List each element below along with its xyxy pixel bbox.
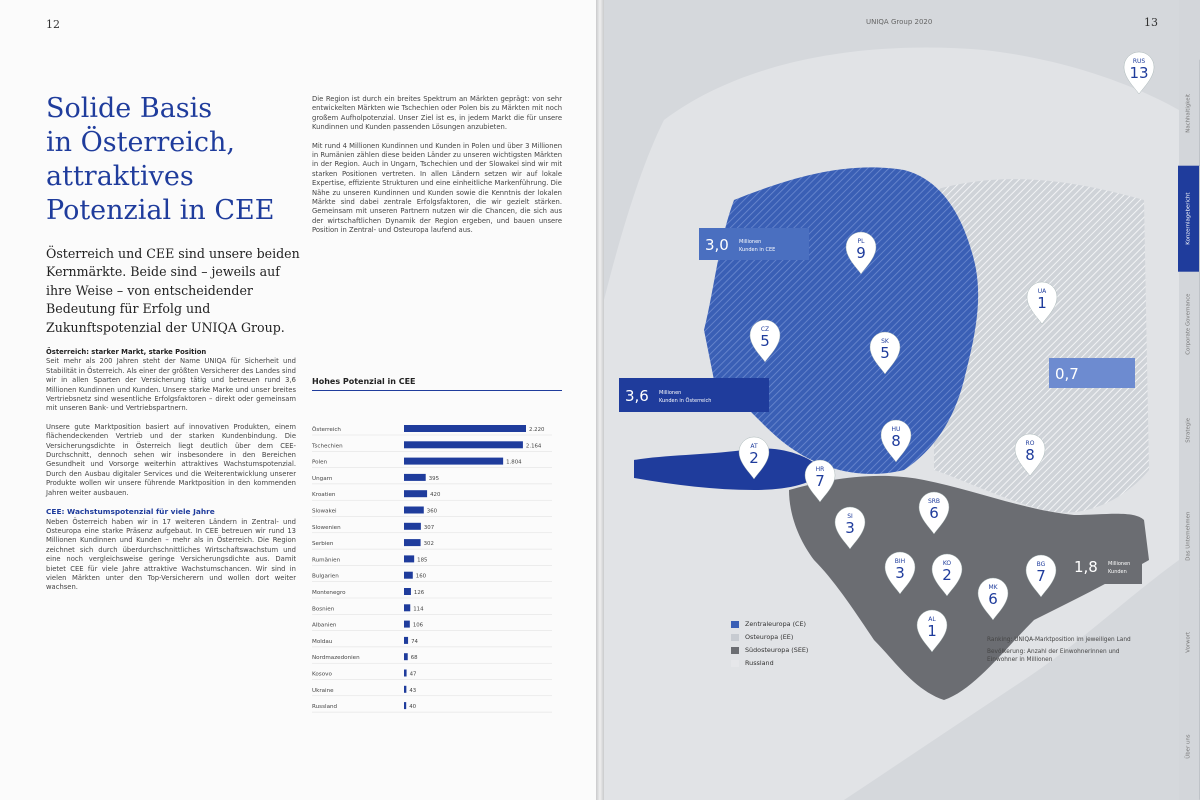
chart-row — [312, 686, 552, 696]
marker-rank: 7 — [815, 472, 825, 490]
marker-rank: 8 — [1025, 446, 1035, 464]
marker-code: AT — [750, 443, 758, 450]
value-label: 114 — [413, 606, 424, 613]
chart-row — [312, 588, 552, 598]
legend-label: Zentraleuropa (CE) — [745, 620, 807, 628]
bar — [404, 523, 421, 530]
marker-code: PL — [857, 238, 865, 245]
chart-row — [312, 621, 552, 631]
legend-label: Osteuropa (EE) — [745, 633, 794, 641]
page-number-right: 13 — [1144, 16, 1158, 29]
category-label: Slowenien — [312, 524, 341, 531]
bar — [404, 670, 407, 677]
legend-item — [731, 633, 808, 641]
section-heading: Österreich: starker Markt, starke Position — [46, 348, 207, 356]
bar — [404, 474, 426, 481]
category-label: Ukraine — [312, 687, 334, 694]
marker-code: UA — [1037, 288, 1047, 295]
category-label: Tschechien — [312, 443, 343, 450]
legend-swatch — [731, 660, 739, 667]
legend-label: Südosteuropa (SEE) — [745, 646, 809, 654]
marker-rank: 1 — [1037, 294, 1047, 312]
marker-code: MK — [988, 584, 998, 591]
legend-label: Russland — [745, 659, 774, 667]
chart-row — [312, 425, 552, 435]
marker-code: RO — [1025, 440, 1035, 447]
bar — [404, 490, 427, 497]
category-label: Bosnien — [312, 606, 335, 613]
bar — [404, 686, 406, 693]
marker-code: SI — [847, 513, 853, 520]
callout-desc: Kunden in Österreich — [659, 398, 712, 404]
callout-value: 3,0 — [705, 236, 729, 254]
chart-row — [312, 572, 552, 582]
stat-callout — [699, 228, 809, 260]
section-tab[interactable]: Vorwort — [1178, 589, 1200, 695]
lead-paragraph: Österreich und CEE sind unsere beiden Kernmärkte. Beide sind – jeweils auf ihre Weise – von entscheidender Bedeutung für Erfolg und Zukunftspotenzial der UNIQA Group. — [46, 246, 300, 335]
legend-swatch — [731, 647, 739, 654]
chart-row — [312, 539, 552, 549]
marker-code: AL — [928, 616, 936, 623]
page-gutter — [596, 0, 604, 800]
legend-swatch — [731, 621, 739, 628]
marker-rank: 3 — [895, 564, 905, 582]
body-text: Seit mehr als 200 Jahren steht der Name UNIQA für Sicherheit und Stabilität in Österreich. Als einer der größten Versicherer des Landes sind wir in allen Sparten der Versicherung tätig und betreuen rund 3,6 Millionen Kundinnen und Kunden. Unsere starke Marke und unser breites Vertriebsnetz sind wesentliche Erfolgsfaktoren – direkt oder gemeinsam mit unseren Bank- und Vertriebspartnern. — [46, 357, 296, 413]
headline-line: attraktives — [46, 161, 194, 192]
section-tab[interactable]: Strategie — [1178, 377, 1200, 483]
marker-rank: 1 — [927, 622, 937, 640]
section-tab[interactable]: Das Unternehmen — [1178, 483, 1200, 589]
chart-row — [312, 702, 552, 712]
footnote-text: Ranking: UNIQA-Marktposition im jeweiligen Land — [987, 637, 1131, 643]
map-legend — [731, 620, 808, 672]
map-footnote — [987, 636, 1137, 668]
marker-code: SK — [881, 338, 889, 345]
category-label: Rumänien — [312, 557, 341, 564]
bar-chart-svg — [312, 397, 562, 711]
bar — [404, 425, 526, 432]
bar — [404, 588, 411, 595]
body-column-2 — [312, 95, 562, 245]
bar — [404, 555, 414, 562]
value-label: 2.220 — [529, 427, 545, 433]
value-label: 68 — [410, 655, 418, 662]
value-label: 395 — [428, 475, 440, 482]
value-label: 126 — [413, 590, 425, 596]
category-label: Albanien — [312, 622, 337, 629]
marker-code: HU — [891, 426, 901, 433]
value-label: 1.804 — [506, 459, 522, 466]
marker-code: KO — [942, 560, 952, 567]
marker-rank: 5 — [880, 344, 890, 362]
chart-row — [312, 474, 552, 484]
bar — [404, 572, 413, 579]
marker-code: BIH — [894, 558, 906, 565]
cee-map — [604, 0, 1200, 800]
footnote-text: Bevölkerung: Anzahl der Einwohnerinnen und Einwohner in Millionen — [987, 649, 1120, 663]
chart-row — [312, 523, 552, 533]
section-tab[interactable]: Über uns — [1178, 694, 1200, 800]
value-label: 160 — [415, 573, 427, 580]
left-page — [0, 0, 596, 800]
chart-row — [312, 604, 552, 614]
bar — [404, 441, 523, 448]
marker-rank: 2 — [749, 449, 759, 467]
section-tabs — [1178, 60, 1200, 800]
callout-value: 0,7 — [1055, 365, 1079, 383]
value-label: 302 — [423, 541, 434, 548]
bar-chart — [312, 377, 562, 800]
marker-rank: 6 — [988, 590, 998, 608]
category-label: Bulgarien — [312, 573, 339, 580]
category-label: Moldau — [312, 638, 333, 645]
marker-rank: 8 — [891, 432, 901, 450]
stat-callout — [1068, 548, 1142, 584]
chart-title: Hohes Potenzial in CEE — [312, 377, 562, 391]
marker-rank: 3 — [845, 519, 855, 537]
category-label: Kroatien — [312, 492, 336, 499]
body-text: Die Region ist durch ein breites Spektrum an Märkten geprägt: von sehr entwickelten Märkten wie Tschechien oder Polen bis zu Märkten mit noch großem Aufholpotenzial. Unser Ziel ist es, in jedem Markt die für unsere Kundinnen und Kunden passenden Lösungen anzubieten. — [312, 95, 562, 132]
section-tab[interactable]: Corporate Governance — [1178, 271, 1200, 377]
value-label: 74 — [411, 638, 418, 645]
category-label: Nordmazedonien — [312, 655, 360, 662]
body-text: Mit rund 4 Millionen Kundinnen und Kunden in Polen und über 3 Millionen in Rumänien zählen diese beiden Länder zu unseren wichtigsten Märkten in der Region. Auch in Ungarn, Tschechien und der Slowakei sind wir mit starken Positionen vertreten. In allen Ländern setzen wir auf lokale Expertise, effiziente Strukturen und eine einheitliche Markenführung. Die Nähe zu unseren Kundinnen und Kunden sowie die Kenntnis der lokalen Märkte sind dabei zentrale Erfolgsfaktoren, die wir gezielt stärken. Gemeinsam mit unseren Partnern nutzen wir die Chancen, die sich aus der wirtschaftlichen Dynamik der Region ergeben, und bauen unsere Position in Zentral- und Osteuropa laufend aus. — [312, 141, 562, 235]
body-text: Unsere gute Marktposition basiert auf innovativen Produkten, einem flächendeckenden Vertrieb und der starken Kundenbindung. Die Versicherungsdichte in Österreich liegt deutlich über dem CEE-Durchschnitt, dennoch sehen wir insbesondere in den Bereichen Gesundheit und Vorsorge weiterhin attraktives Wachstumspotenzial. Durch den Ausbau digitaler Services und die Weiterentwicklung unserer Produkte wollen wir unsere führende Marktposition in den kommenden Jahren weiter ausbauen. — [46, 422, 296, 497]
bar — [404, 458, 503, 465]
chart-row — [312, 653, 552, 663]
value-label: 307 — [423, 524, 435, 531]
value-label: 360 — [426, 508, 438, 515]
bar — [404, 621, 410, 628]
right-page — [604, 0, 1200, 800]
section-heading: CEE: Wachstumspotenzial für viele Jahre — [46, 507, 215, 517]
bar — [404, 702, 406, 709]
stat-callout — [1049, 358, 1135, 388]
callout-desc: Kunden — [1108, 569, 1127, 575]
bar — [404, 604, 410, 611]
category-label: Slowakei — [312, 508, 337, 515]
callout-unit: Millionen — [739, 239, 762, 245]
callout-value: 1,8 — [1074, 558, 1098, 576]
chart-row — [312, 555, 552, 565]
headline-line: Solide Basis — [46, 93, 213, 124]
marker-rank: 7 — [1036, 567, 1046, 585]
category-label: Österreich — [312, 427, 341, 433]
marker-rank: 9 — [856, 244, 866, 262]
marker-code: RUS — [1132, 58, 1146, 65]
chart-row — [311, 441, 552, 451]
marker-rank: 5 — [760, 332, 770, 350]
category-label: Ungarn — [312, 475, 333, 482]
stat-callout — [619, 378, 769, 412]
section-tab[interactable]: Konzernlagebericht — [1178, 166, 1200, 272]
value-label: 43 — [409, 687, 417, 694]
bar — [404, 637, 408, 644]
chart-row — [312, 507, 552, 517]
value-label: 185 — [417, 557, 428, 564]
marker-code: CZ — [760, 326, 770, 333]
legend-item — [731, 620, 808, 628]
legend-swatch — [731, 634, 739, 641]
running-header: UNIQA Group 2020 — [866, 18, 933, 26]
legend-item — [731, 659, 808, 667]
section-tab[interactable]: Nachhaltigkeit — [1178, 60, 1200, 166]
page-headline — [46, 92, 306, 228]
marker-rank: 2 — [942, 566, 952, 584]
value-label: 2.164 — [525, 443, 542, 450]
value-label: 420 — [430, 492, 441, 499]
bar — [404, 507, 424, 514]
headline-line: Potenzial in CEE — [46, 195, 275, 226]
body-column-1 — [46, 348, 296, 602]
chart-row — [312, 490, 552, 500]
category-label: Russland — [312, 704, 338, 711]
value-label: 47 — [409, 671, 417, 678]
callout-value: 3,6 — [625, 387, 649, 405]
legend-item — [731, 646, 808, 654]
callout-desc: Kunden in CEE — [739, 247, 776, 253]
marker-code: BG — [1036, 561, 1046, 568]
marker-code: SRB — [927, 498, 941, 505]
bar — [404, 653, 408, 660]
category-label: Montenegro — [312, 590, 346, 596]
marker-rank: 13 — [1129, 64, 1149, 82]
callout-unit: Millionen — [659, 390, 682, 396]
page-number-left: 12 — [46, 18, 60, 31]
marker-code: HR — [815, 466, 825, 473]
body-text: Neben Österreich haben wir in 17 weiteren Ländern in Zentral- und Osteuropa eine starke Präsenz aufgebaut. In CEE betreuen wir rund 13 Millionen Kundinnen und Kunden – mehr als in Österreich. Die Region zeichnet sich durch überdurchschnittliches Wirtschaftswachstum und eine noch vergleichsweise geringe Versicherungsdichte aus. Damit bietet CEE für viele Jahre attraktive Wachstumschancen. Wir sind in vielen Märkten unter den Top-Versicherern und wollen dort weiter wachsen. — [46, 517, 296, 592]
category-label: Serbien — [312, 541, 334, 548]
category-label: Kosovo — [312, 671, 332, 678]
callout-unit: Millionen — [1108, 561, 1131, 567]
category-label: Polen — [312, 459, 328, 466]
headline-line: in Österreich, — [46, 127, 235, 158]
marker-rank: 6 — [929, 504, 939, 522]
chart-row — [312, 637, 552, 647]
value-label: 106 — [412, 622, 424, 629]
chart-row — [312, 670, 552, 680]
chart-row — [312, 458, 552, 468]
value-label: 40 — [409, 704, 417, 711]
bar — [404, 539, 421, 546]
